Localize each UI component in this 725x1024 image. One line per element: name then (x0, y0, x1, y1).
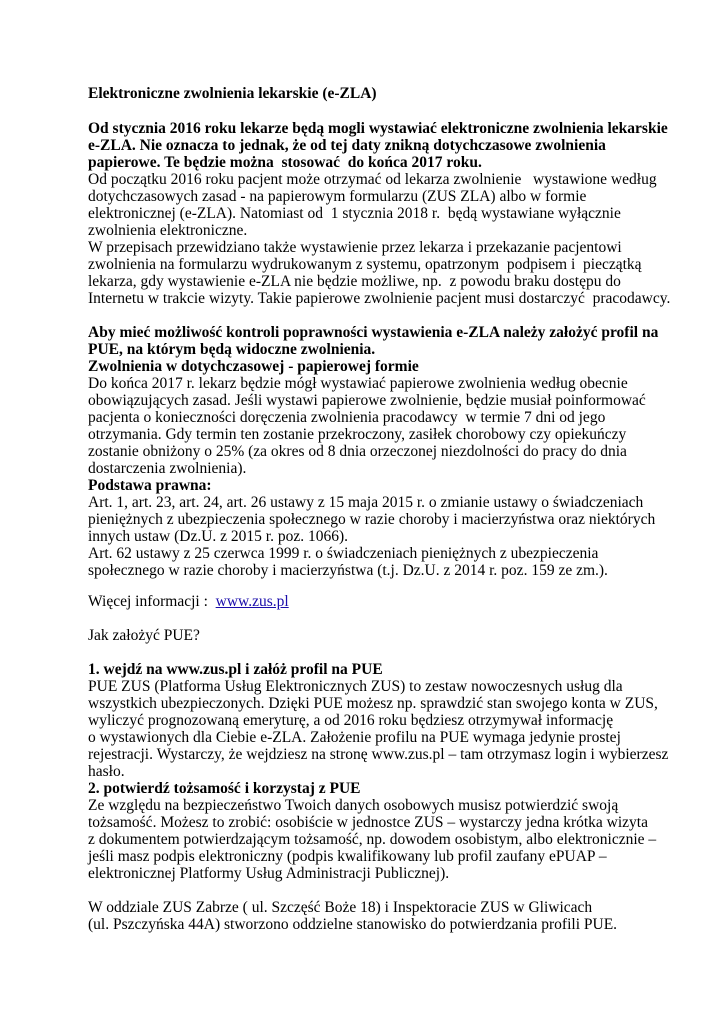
legal-body-line: Art. 62 ustawy z 25 czerwca 1999 r. o świadczeniach pieniężnych z ubezpieczenia (88, 545, 599, 562)
intro-body-line: elektronicznej (e-ZLA). Natomiast od 1 stycznia 2018 r. będą wystawiane wyłącznie (88, 205, 621, 222)
paper-body-line: otrzymania. Gdy termin ten zostanie przekroczony, zasiłek chorobowy czy opiekuńczy (88, 426, 627, 443)
legal-body-line: Art. 1, art. 23, art. 24, art. 26 ustawy z 15 maja 2015 r. o zmianie ustawy o świadczeniach (88, 494, 644, 511)
paper-body-line: obowiązujących zasad. Jeśli wystawi papierowe zwolnienie, będzie musiał poinformować (88, 392, 646, 409)
intro-bold-line: papierowe. Te będzie można stosować do końca 2017 roku. (88, 154, 482, 171)
branch-body-line: (ul. Pszczyńska 44A) stworzono oddzielne stanowisko do potwierdzania profili PUE. (88, 916, 618, 933)
legal-body-line: innych ustaw (Dz.U. z 2015 r. poz. 1066). (88, 528, 349, 545)
paper-body-line: zostanie obniżony o 25% (za okres od 8 dnia orzeczonej niezdolności do pracy do dnia (88, 443, 627, 460)
step1-body-line: wyliczyć prognozowaną emeryturę, a od 2016 roku będziesz otrzymywał informację (88, 712, 614, 729)
paper-body-line: Do końca 2017 r. lekarz będzie mógł wystawiać papierowe zwolnienia według obecnie (88, 375, 628, 392)
step1-body-line: o wystawionych dla Ciebie e-ZLA. Założenie profilu na PUE wymaga jedynie prostej (88, 729, 621, 746)
intro-body-line: lekarza, gdy wystawienie e-ZLA nie będzie możliwe, np. z powodu braku dostępu do (88, 273, 621, 290)
step2-body-line: z dokumentem potwierdzającym tożsamość, np. dowodem osobistym, albo elektronicznie – (88, 831, 657, 848)
legal-body-line: pieniężnych z ubezpieczenia społecznego w razie choroby i macierzyństwa oraz niektórych (88, 511, 656, 528)
pue-question: Jak założyć PUE? (88, 627, 200, 644)
paper-body-line: pacjenta o konieczności doręczenia zwolnienia pracodawcy w termie 7 dni od jego (88, 409, 606, 426)
step1-heading: 1. wejdź na www.zus.pl i załóż profil na PUE (88, 661, 383, 678)
more-info-label: Więcej informacji : (88, 593, 216, 610)
profile-bold-line: Aby mieć możliwość kontroli poprawności wystawienia e-ZLA należy założyć profil na (88, 324, 659, 341)
more-info-line (88, 594, 289, 611)
document-title: Elektroniczne zwolnienia lekarskie (e-ZLA) (88, 85, 377, 102)
step2-body-line: elektronicznej Platformy Usług Administracji Publicznej). (88, 865, 450, 882)
paper-heading: Zwolnienia w dotychczasowej - papierowej formie (88, 358, 419, 375)
intro-body-line: Internetu w trakcie wizyty. Takie papierowe zwolnienie pacjent musi dostarczyć pracodawcy. (88, 290, 671, 307)
paper-body-line: dostarczenia zwolnienia). (88, 460, 247, 477)
intro-bold-line: e-ZLA. Nie oznacza to jednak, że od tej daty znikną dotychczasowe zwolnienia (88, 137, 606, 154)
step2-body-line: jeśli masz podpis elektroniczny (podpis kwalifikowany lub profil zaufany ePUAP – (88, 848, 607, 865)
step1-body-line: PUE ZUS (Platforma Usług Elektronicznych ZUS) to zestaw nowoczesnych usług dla (88, 678, 623, 695)
intro-body-line: W przepisach przewidziano także wystawienie przez lekarza i przekazanie pacjentowi (88, 239, 622, 256)
intro-body-line: Od początku 2016 roku pacjent może otrzymać od lekarza zwolnienie wystawione według (88, 171, 657, 188)
step1-body-line: rejestracji. Wystarczy, że wejdziesz na stronę www.zus.pl – tam otrzymasz login i wybierzesz (88, 746, 669, 763)
step2-body-line: Ze względu na bezpieczeństwo Twoich danych osobowych musisz potwierdzić swoją (88, 797, 619, 814)
profile-bold-line: PUE, na którym będą widoczne zwolnienia. (88, 341, 376, 358)
branch-body-line: W oddziale ZUS Zabrze ( ul. Szczęść Boże 18) i Inspektoracie ZUS w Gliwicach (88, 899, 593, 916)
step1-body-line: hasło. (88, 763, 125, 780)
intro-body-line: zwolnienia elektroniczne. (88, 222, 248, 239)
step2-body-line: tożsamość. Możesz to zrobić: osobiście w jednostce ZUS – wystarczy jedna krótka wizyta (88, 814, 648, 831)
intro-body-line: zwolnienia na formularzu wydrukowanym z systemu, opatrzonym podpisem i pieczątką (88, 256, 642, 273)
intro-bold-line: Od stycznia 2016 roku lekarze będą mogli wystawiać elektroniczne zwolnienia lekarskie (88, 120, 668, 137)
zus-link[interactable]: www.zus.pl (215, 593, 289, 610)
legal-body-line: społecznego w razie choroby i macierzyństwa (t.j. Dz.U. z 2014 r. poz. 159 ze zm.). (88, 562, 608, 579)
legal-heading: Podstawa prawna: (88, 477, 212, 494)
intro-body-line: dotychczasowych zasad - na papierowym formularzu (ZUS ZLA) albo w formie (88, 188, 587, 205)
step1-body-line: wszystkich ubezpieczonych. Dzięki PUE możesz np. sprawdzić stan swojego konta w ZUS, (88, 695, 658, 712)
step2-heading: 2. potwierdź tożsamość i korzystaj z PUE (88, 780, 361, 797)
